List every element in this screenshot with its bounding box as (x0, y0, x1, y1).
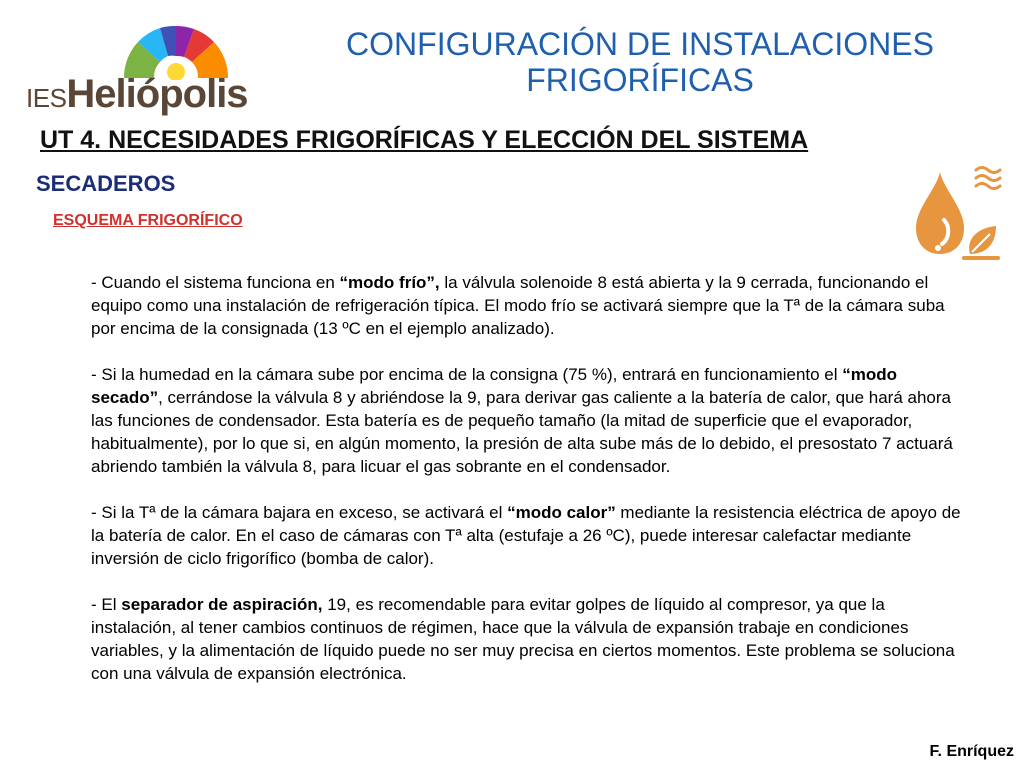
section-heading: SECADEROS (36, 171, 176, 196)
paragraph-separador (91, 593, 971, 685)
paragraph-text: - Si la Tª de la cámara bajara en exceso, se activará el (91, 503, 508, 522)
paragraph-modo-frio (91, 271, 971, 340)
water-drop-icon (916, 172, 964, 254)
subsection-heading: ESQUEMA FRIGORÍFICO (53, 212, 243, 229)
paragraph-emphasis: “modo calor” (507, 503, 616, 522)
paragraph-emphasis: “modo secado” (91, 365, 898, 407)
paragraph-text: 19, es recomendable para evitar golpes de líquido al compresor, ya que la instalación, al tener cambios continuos de régimen, hace que la válvula de expansión trabaje en condiciones variables, y la alimentación de líquido puede no ser muy precisa en ciertos momentos. Este problema se soluciona con una válvula de expansión electrónica. (91, 595, 955, 683)
author-credit: F. Enríquez (929, 743, 1014, 760)
paragraph-text: - Si la humedad en la cámara sube por encima de la consigna (75 %), entrará en funcionamiento el (91, 365, 843, 384)
decoration-icons (900, 158, 1010, 273)
paragraph-modo-secado (91, 363, 971, 478)
paragraph-text: mediante la resistencia eléctrica de apoyo de la batería de calor. En el caso de cámaras con Tª alta (estufaje a 26 ºC), puede interesar calefactar mediante inversión de ciclo frigorífico (bomba de calor). (91, 503, 961, 568)
heat-waves-icon (976, 168, 1000, 189)
paragraph-text: - El (91, 595, 122, 614)
logo-wordmark (26, 72, 248, 117)
rainbow-logo-icon (116, 16, 236, 80)
logo-name-text: Heliópolis (66, 72, 248, 116)
content-body (91, 271, 971, 685)
page-title (300, 26, 980, 98)
school-logo (26, 16, 248, 116)
paragraph-modo-calor (91, 501, 971, 570)
unit-title: UT 4. NECESIDADES FRIGORÍFICAS Y ELECCIÓN DEL SISTEMA (40, 126, 809, 154)
logo-ies-text: IES (26, 83, 67, 113)
paragraph-text: la válvula solenoide 8 está abierta y la 9 cerrada, funcionando el equipo como una instalación de refrigeración típica. El modo frío se activará siempre que la Tª de la cámara suba por encima de la consignada (13 ºC en el ejemplo analizado). (91, 273, 945, 338)
page-title-line-1: CONFIGURACIÓN DE INSTALACIONES (346, 26, 934, 62)
paragraph-emphasis: separador de aspiración, (121, 595, 323, 614)
paragraph-text: , cerrándose la válvula 8 y abriéndose la 9, para derivar gas caliente a la batería de calor, que hará ahora las funciones de condensador. Esta batería es de pequeño tamaño (la mitad de superficie que el evaporador, habitualmente), por lo que si, en algún momento, la presión de alta sube más de lo debido, el presostato 7 actuará abriendo también la válvula 8, para licuar el gas sobrante en el condensador. (91, 388, 953, 476)
page-title-line-2: FRIGORÍFICAS (526, 62, 754, 98)
paragraph-text: - Cuando el sistema funciona en (91, 273, 340, 292)
leaf-icon (964, 226, 998, 258)
paragraph-emphasis: “modo frío”, (339, 273, 440, 292)
